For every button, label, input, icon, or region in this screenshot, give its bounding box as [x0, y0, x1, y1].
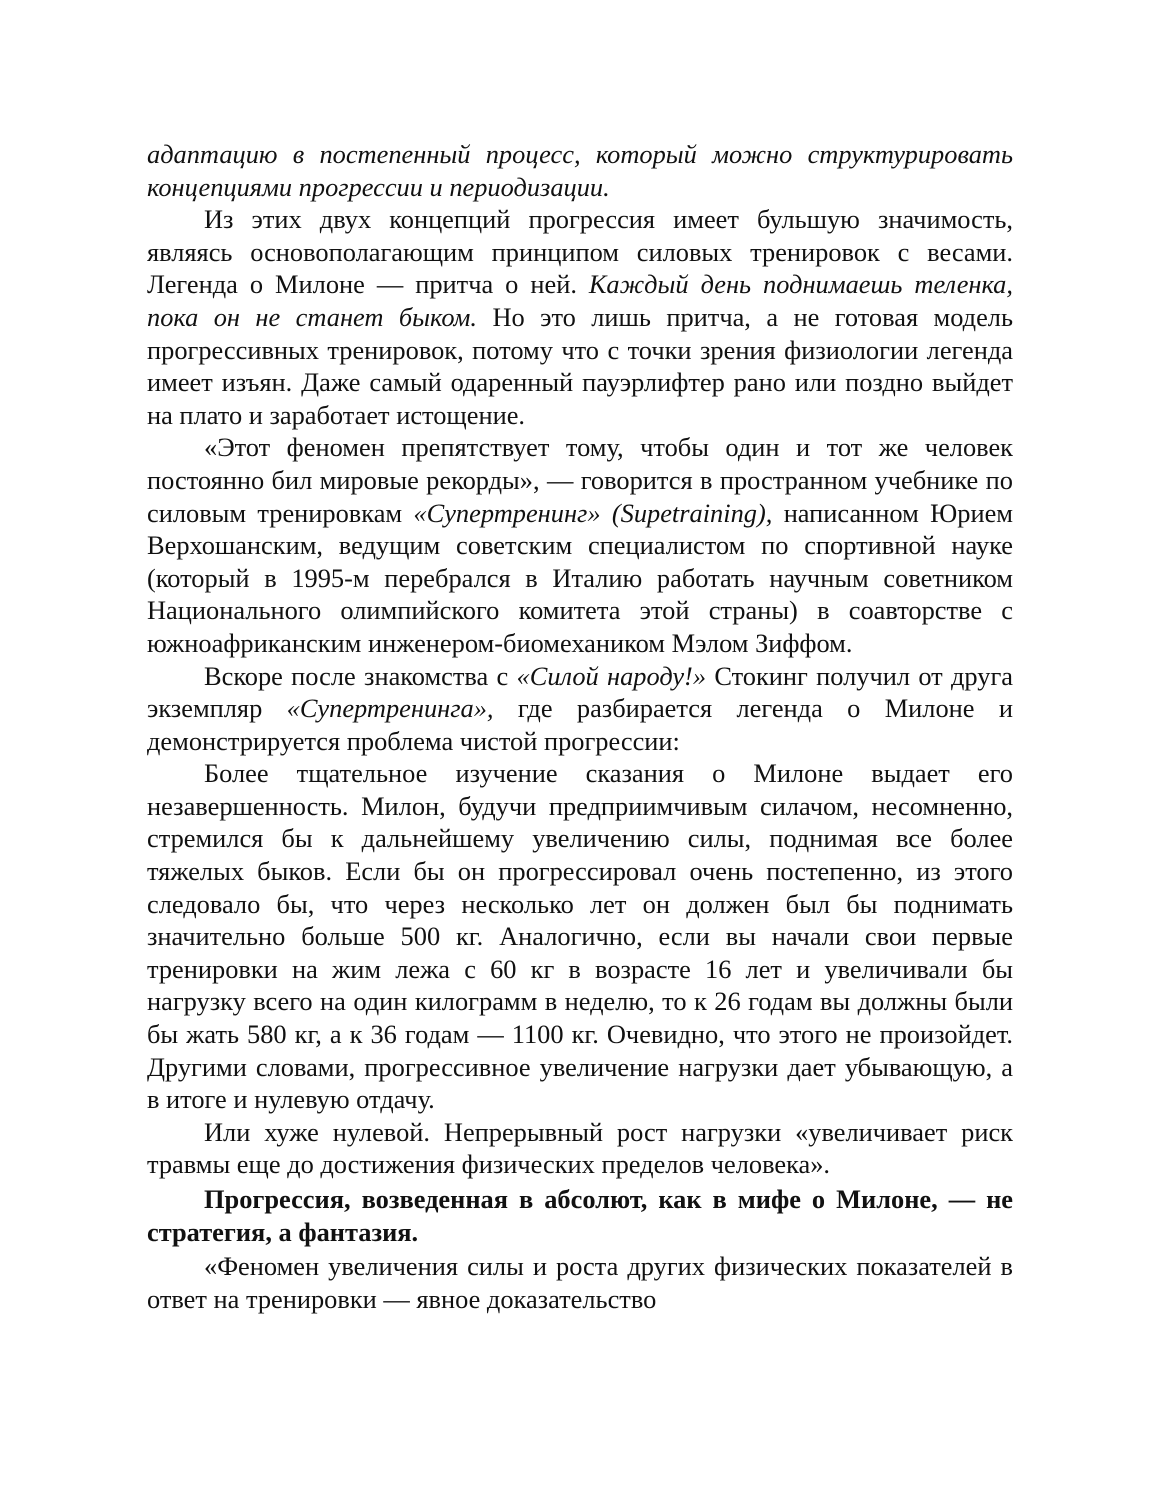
- paragraph-text: Из этих двух концепций прогрессия имеет бульшую значимость, являясь основополагающим принципом силовых тренировок с весами. Легенда о Милоне — притча о ней.: [147, 204, 1013, 300]
- bold-statement: Прогрессия, возведенная в абсолют, как в мифе о Милоне, — не стратегия, а фантазия.: [147, 1184, 1013, 1247]
- paragraph-strength-phenomenon: «Феномен увеличения силы и роста других физических показателей в ответ на тренировки — явное доказательство: [147, 1251, 1013, 1314]
- paragraph-text: Вскоре после знакомства с: [204, 660, 517, 691]
- paragraph-text: Но это лишь притча, а не готовая модель прогрессивных тренировок, потому что с точки зрения физиологии легенда имеет изъян. Даже самый одаренный пауэрлифтер рано или поздно выйдет на плато и заработает истощение.: [147, 301, 1014, 430]
- paragraph-text: Стокинг получил от друга экземпляр: [147, 660, 1013, 724]
- paragraph-milon-analysis: Более тщательное изучение сказания о Милоне выдает его незавершенность. Милон, будучи предприимчивым силачом, несомненно, стремился бы к дальнейшему увеличению силы, поднимая все более тяжелых быков. Если бы он прогрессировал очень постепенно, из этого следовало бы, что через несколько лет он должен был бы поднимать значительно больше 500 кг. Аналогично, если вы начали свои первые тренировки на жим лежа с 60 кг в возрасте 16 лет и увеличивали бы нагрузку всего на один килограмм в неделю, то к 26 годам вы должны были бы жать 580 кг, а к 36 годам — 1100 кг. Очевидно, что этого не произойдет. Другими словами, прогрессивное увеличение нагрузки дает убывающую, а в итоге и нулевую отдачу.: [147, 758, 1013, 1115]
- page-text: [147, 138, 1013, 1315]
- paragraph-progression: [147, 203, 1013, 431]
- paragraph-injury-risk: Или хуже нулевой. Непрерывный рост нагрузки «увеличивает риск травмы еще до достижения физических пределов человека».: [147, 1116, 1013, 1180]
- book-title: «Супертренинг» (Supetraining),: [413, 497, 773, 528]
- paragraph-text: написанном Юрием Верхошанским, ведущим советским специалистом по спортивной науке (который в 1995-м перебрался в Италию работать научным советником Национального олимпийского комитета этой страны) в соавторстве с южноафриканским инженером-биомехаником Мэлом Зиффом.: [147, 497, 1013, 658]
- paragraph-supertraining-quote: [147, 431, 1013, 659]
- paragraph-stocking: [147, 660, 1013, 758]
- book-title: «Силой народу!»: [516, 660, 707, 691]
- paragraph-continuation: адаптацию в постепенный процесс, который можно структурировать концепциями прогрессии и периодизации.: [147, 139, 1013, 202]
- italic-quote: Каждый день поднимаешь теленка, пока он не станет быком.: [147, 269, 1013, 332]
- book-title: «Супертренинга»,: [286, 693, 494, 724]
- paragraph-text: «Этот феномен препятствует тому, чтобы один и тот же человек постоянно бил мировые рекорды», — говорится в пространном учебнике по силовым тренировкам: [147, 432, 1013, 528]
- paragraph-text: где разбирается легенда о Милоне и демонстрируется проблема чистой прогрессии:: [147, 693, 1013, 756]
